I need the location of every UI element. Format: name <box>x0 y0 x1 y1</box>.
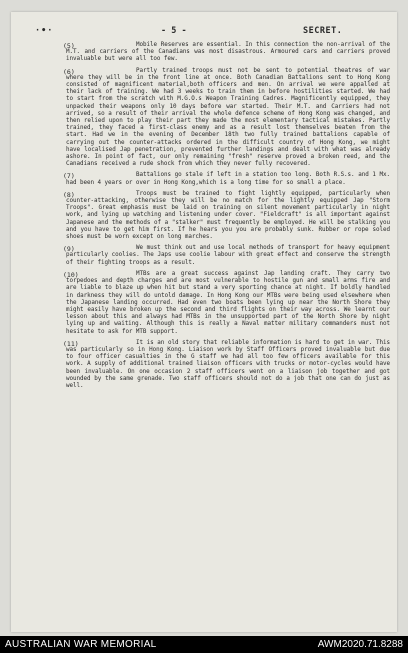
archive-name: AUSTRALIAN WAR MEMORIAL <box>5 639 157 650</box>
paragraph-text: Mobile Reserves are essential. In this connection the non-arrival of the M.T. and carriers of the Canadians was most disastrous. Armoured cars and carriers proved invaluable but were all too few. <box>66 42 390 63</box>
paragraph <box>63 339 390 390</box>
paragraph <box>63 190 390 241</box>
document-page <box>11 12 397 632</box>
paragraph-number: (10) <box>63 270 79 279</box>
paragraph-text: MTBs are a great success against Jap landing craft. They carry two torpedoes and depth charges and are most vulnerable to hostile gun and small arms fire and are liable to blaze up when hit but stand a very sporting chance at night. If boldly handled in darkness they will do untold damage. In Hong Kong our MTBs were being used elsewhere when the Japanese landing occurred. Had even two boats been lying up near the North Shore they might easily have broken up the second and third flights on their way across. We learnt our lesson about this and always had MTBs in the unsupported part of the North Shore by night lying up and waiting. Although this is really a Naval matter military commanders must not hesitate to ask for MTB support. <box>66 270 390 335</box>
archive-footer-bar <box>0 636 408 653</box>
paragraph-number: (5) <box>63 42 75 50</box>
paragraph-text: Partly trained troops must not be sent to potential theatres of war where they will be in the front line at once. Both Canadian Battalions sent to Hong Kong consisted of magnificent material,both officers and men. On arrival we were appalled at their lack of training. We had 3 weeks to train them in before hostilities started. We had to start from the scratch with M.G.O.s Weapon Training Cadres. Magnificently equipped, they unpacked their weapons only 10 days before war started. Their M.T. and Carriers had not arrived, so a result of their arrival the whole defence scheme of Hong Kong was changed, and then relied upon to play their part they made the most elementary tactical mistakes. Partly trained, they faced a first-class enemy and as a result lost themselves beaten from the start. Had we in the evening of December 18th two fully trained battalions capable of carrying out the counter-attacks ordered in the difficult country of Hong Kong, we might have localised Jap penetration, prevented further landings and dealt with what was already ashore. In point of fact, our only remaining "fresh" reserve proved a broken reed, and the Canadians received a rude shock from which they never fully recovered. <box>66 67 390 168</box>
paragraph-number: (8) <box>63 190 75 199</box>
paragraph <box>63 270 390 336</box>
document-body <box>63 42 390 394</box>
page-corner-mark: ·•· <box>35 26 54 36</box>
paragraph-text: It is an old story that reliable information is hard to get in war. This was particularly so in Hong Kong. Liaison work by Staff Officers proved invaluable but due to four officer casualties in the G staff we had all too few officers available for this work. A supply of additional trained liaison officers with trucks or motor-cycles would have been invaluable. On one occasion 2 staff officers went on a liaison job together and got wounded by the same grenade. Two staff officers should not do a job that one can do just as well. <box>66 339 390 389</box>
paragraph-number: (7) <box>63 172 75 181</box>
paragraph-number: (11) <box>63 339 79 348</box>
paragraph <box>63 67 390 169</box>
page-number: - 5 - <box>161 26 187 36</box>
paragraph <box>63 42 390 64</box>
paragraph-number: (6) <box>63 67 75 76</box>
paragraph-text: Battalions go stale if left in a station too long. Both R.S.s. and 1 Mx. had been 4 years or over in Hong Kong,which is a long time for so small a place. <box>66 172 390 186</box>
paragraph <box>63 245 390 267</box>
paragraph-text: We must think out and use local methods of transport for heavy equipment particularly coolies. The Japs use coolie labour with great effect and conserve the strength of their fighting troops as a result. <box>66 245 390 266</box>
paragraph <box>63 172 390 186</box>
paragraph-text: Troops must be trained to fight lightly equipped, particularly when counter-attacking, otherwise they will be no match for the lightly equipped Jap "Storm Troops". Great emphasis must be laid on training on silent movement particularly in night work, and lying up watching and listening under cover. "Fieldcraft" is all important against Japanese and the methods of a "stalker" must frequently be employed. He will be stalking you and you have to get him first. If he hears you you are probably sunk. Rubber or rope soled shoes must be worn except on long marches. <box>66 190 390 241</box>
paragraph-number: (9) <box>63 245 75 254</box>
classification-heading: SECRET. <box>303 26 343 36</box>
archive-reference: AWM2020.71.8288 <box>317 639 403 650</box>
